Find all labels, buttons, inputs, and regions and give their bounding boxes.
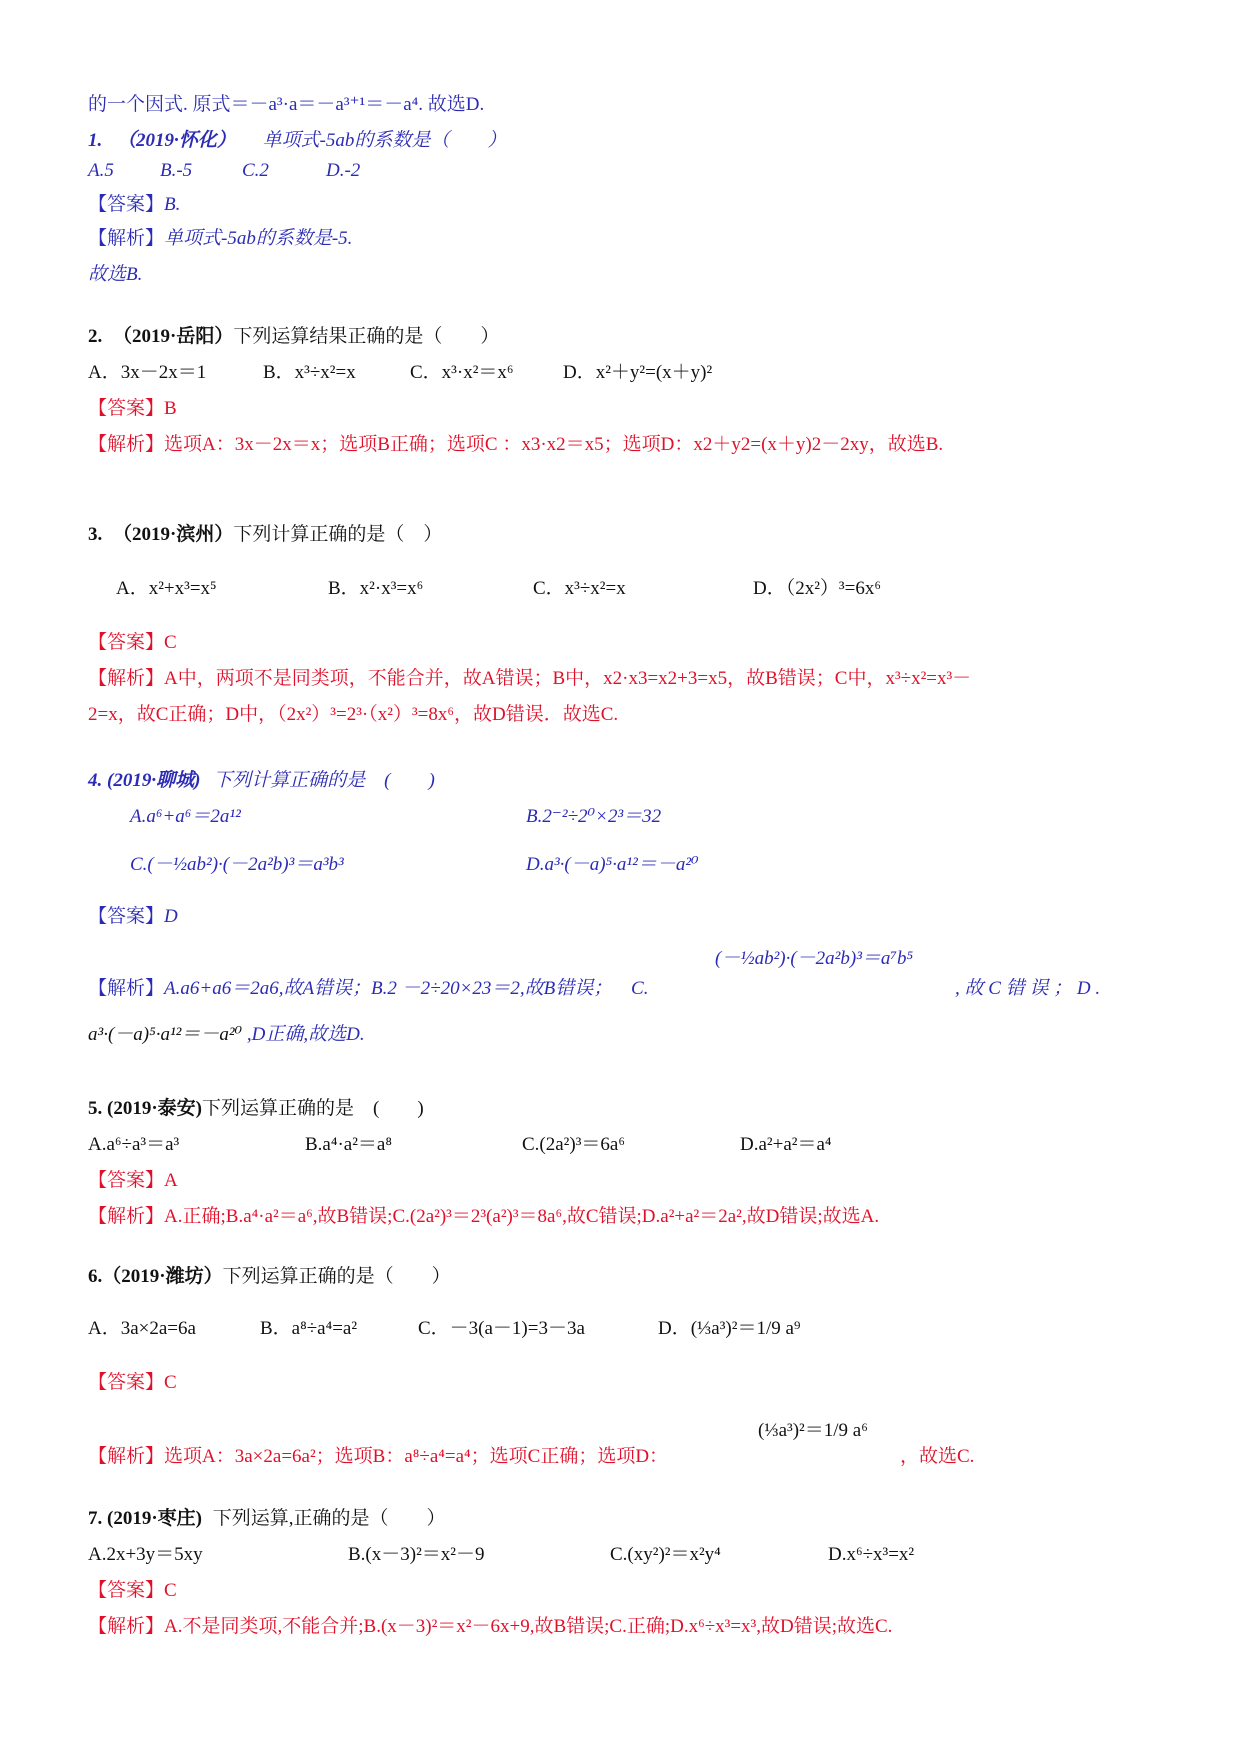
q6-number: 6. (88, 1266, 103, 1287)
q2-answer-value: B (164, 398, 177, 419)
q4-title (88, 768, 435, 794)
q4-answer (88, 904, 178, 930)
q3-answer-label: 【答案】 (88, 632, 165, 653)
q4-option-a: A.a⁶+a⁶＝2a¹² (130, 806, 241, 827)
q2-option-a: A．3x－2x＝1 (88, 362, 207, 383)
q6-analysis-label: 【解析】 (88, 1446, 165, 1467)
q4-analysis-line2 (88, 1022, 365, 1048)
q7-option-d: D.x⁶÷x³=x² (828, 1544, 915, 1565)
q6-analysis (88, 1444, 668, 1470)
q2-number: 2. (88, 326, 103, 347)
q3-answer-value: C (164, 632, 177, 653)
q3-option-d: D．（2x²）³=6x⁶ (753, 578, 881, 599)
q5-option-a: A.a⁶÷a³＝a³ (88, 1134, 180, 1155)
q1-option-a: A.5 (88, 160, 114, 181)
q3-analysis-cont: 2=x，故C正确；D中，（2x²）³=2³·（x²）³=8x⁶，故D错误．故选C. (88, 704, 619, 725)
q4-answer-label: 【答案】 (88, 906, 165, 927)
q7-title (88, 1506, 446, 1532)
q3-analysis-label: 【解析】 (88, 668, 165, 689)
q7-analysis (88, 1614, 892, 1640)
q6-answer-label: 【答案】 (88, 1372, 165, 1393)
q1-conclusion: 故选B. (88, 264, 143, 285)
q3-option-c: C．x³÷x²=x (533, 578, 626, 599)
q7-analysis-label: 【解析】 (88, 1616, 165, 1637)
q5-analysis (88, 1204, 879, 1230)
q1-answer-label: 【答案】 (88, 194, 165, 215)
q3-option-b: B．x²·x³=x⁶ (328, 578, 424, 599)
q4-analysis-label: 【解析】 (88, 978, 165, 999)
q5-analysis-text: A.正确;B.a⁴·a²＝a⁶,故B错误;C.(2a²)³＝2³(a²)³＝8a⁶,故C错误;D.a²+a²＝2a²,故D错误;故选A. (164, 1206, 880, 1227)
q2-analysis-text: 选项A：3x－2x＝x；选项B正确；选项C ：x3·x2＝x5；选项D：x2＋y2=(x＋y)2－2xy，故选B. (164, 434, 944, 455)
q3-stem: 下列计算正确的是（ ） (233, 524, 443, 545)
q5-analysis-label: 【解析】 (88, 1206, 165, 1227)
q3-option-a: A．x²+x³=x⁵ (116, 578, 217, 599)
q3-number: 3. (88, 524, 103, 545)
q7-option-b: B.(x－3)²＝x²－9 (348, 1544, 485, 1565)
q7-option-a: A.2x+3y＝5xy (88, 1544, 203, 1565)
q6-option-c: C．－3(a－1)=3－3a (418, 1318, 585, 1339)
q4-analysis-part1: A.a6+a6＝2a6,故A错误；B.2 －2÷20×23＝2,故B错误； (164, 978, 613, 999)
q7-option-c: C.(xy²)²＝x²y⁴ (610, 1544, 721, 1565)
q4-analysis-c-prefix: C. (631, 978, 649, 999)
q1-analysis-text: 单项式-5ab的系数是-5. (164, 228, 353, 249)
q7-answer-label: 【答案】 (88, 1580, 165, 1601)
q3-analysis (88, 666, 971, 692)
q1-option-c: C.2 (242, 160, 269, 181)
q4-answer-value: D (164, 906, 178, 927)
q1-option-b: B.-5 (160, 160, 193, 181)
q6-option-a: A．3a×2a=6a (88, 1318, 196, 1339)
q4-source: (2019·聊城) (107, 770, 201, 791)
q5-option-d: D.a²+a²＝a⁴ (740, 1134, 832, 1155)
q7-source: (2019·枣庄) (107, 1508, 202, 1529)
q6-analysis-formula: (⅓a³)²＝1/9 a⁶ (758, 1420, 868, 1441)
q4-stem: 下列计算正确的是 ( ) (213, 770, 435, 791)
q2-stem: 下列运算结果正确的是（ ） (233, 326, 500, 347)
q5-answer-label: 【答案】 (88, 1170, 165, 1191)
q3-analysis-text-1: A中，两项不是同类项，不能合并，故A错误；B中，x2·x3=x2+3=x5，故B错误；C中，x³÷x²=x³－ (164, 668, 972, 689)
q5-option-b: B.a⁴·a²＝a⁸ (305, 1134, 392, 1155)
q2-option-c: C．x³·x²＝x⁶ (410, 362, 514, 383)
q5-source: (2019·泰安) (107, 1098, 202, 1119)
q3-title (88, 522, 442, 548)
q1-stem: 单项式-5ab的系数是（ ） (262, 130, 507, 151)
q7-analysis-text: A.不是同类项,不能合并;B.(x－3)²＝x²－6x+9,故B错误;C.正确;D.x⁶÷x³=x³,故D错误;故选C. (164, 1616, 893, 1637)
q5-title (88, 1096, 424, 1122)
q7-answer-value: C (164, 1580, 177, 1601)
q4-option-c: C.(－½ab²)·(－2a²b)³＝a³b³ (130, 854, 344, 875)
q5-answer (88, 1168, 178, 1194)
q6-option-d: D．(⅓a³)²＝1/9 a⁹ (658, 1318, 801, 1339)
q6-title (88, 1264, 451, 1290)
q7-stem: 下列运算,正确的是（ ） (212, 1508, 446, 1529)
q2-option-b: B．x³÷x²=x (263, 362, 356, 383)
q3-answer (88, 630, 177, 656)
q1-analysis (88, 226, 352, 252)
q2-answer (88, 396, 177, 422)
q1-analysis-label: 【解析】 (88, 228, 165, 249)
q2-analysis (88, 432, 943, 458)
intro-line: 的一个因式. 原式＝－a³·a＝－a³⁺¹＝－a⁴. 故选D. (88, 94, 485, 115)
q6-answer-value: C (164, 1372, 177, 1393)
q5-number: 5. (88, 1098, 103, 1119)
q6-analysis-end: ，故选C. (900, 1446, 975, 1467)
q4-analysis (88, 976, 648, 1002)
q5-answer-value: A (164, 1170, 178, 1191)
q2-source: （2019·岳阳） (113, 326, 234, 347)
q1-number: 1. (88, 130, 103, 151)
q7-number: 7. (88, 1508, 103, 1529)
q5-stem: 下列运算正确的是 ( ) (202, 1098, 424, 1119)
q6-option-b: B．a⁸÷a⁴=a² (260, 1318, 358, 1339)
q1-answer-value: B. (164, 194, 181, 215)
q6-stem: 下列运算正确的是（ ） (222, 1266, 451, 1287)
q4-number: 4. (88, 770, 103, 791)
q1-answer (88, 192, 180, 218)
q4-analysis-part2: , 故 C 错 误 ； D . (955, 978, 1101, 999)
q4-analysis-c-formula: (－½ab²)·(－2a²b)³＝a⁷b⁵ (715, 948, 914, 969)
q7-answer (88, 1578, 177, 1604)
q6-answer (88, 1370, 177, 1396)
q1-source: （2019·怀化） (117, 130, 236, 151)
q4-option-b: B.2⁻²÷2⁰×2³＝32 (526, 806, 662, 827)
q6-analysis-text: 选项A：3a×2a=6a²；选项B：a⁸÷a⁴=a⁴；选项C正确；选项D： (164, 1446, 669, 1467)
q6-source: （2019·潍坊） (102, 1266, 223, 1287)
q5-option-c: C.(2a²)³＝6a⁶ (522, 1134, 625, 1155)
q4-option-d: D.a³·(－a)⁵·a¹²＝－a²⁰ (526, 854, 699, 875)
q3-source: （2019·滨州） (113, 524, 234, 545)
q2-title (88, 324, 499, 350)
q1-option-d: D.-2 (326, 160, 361, 181)
q2-analysis-label: 【解析】 (88, 434, 165, 455)
q4-analysis-d-formula: a³·(－a)⁵·a¹²＝－a²⁰ (88, 1024, 243, 1045)
q1-title (88, 128, 506, 154)
q4-analysis-part3: ,D正确,故选D. (246, 1024, 365, 1045)
q2-option-d: D．x²＋y²=(x＋y)² (563, 362, 713, 383)
q2-answer-label: 【答案】 (88, 398, 165, 419)
